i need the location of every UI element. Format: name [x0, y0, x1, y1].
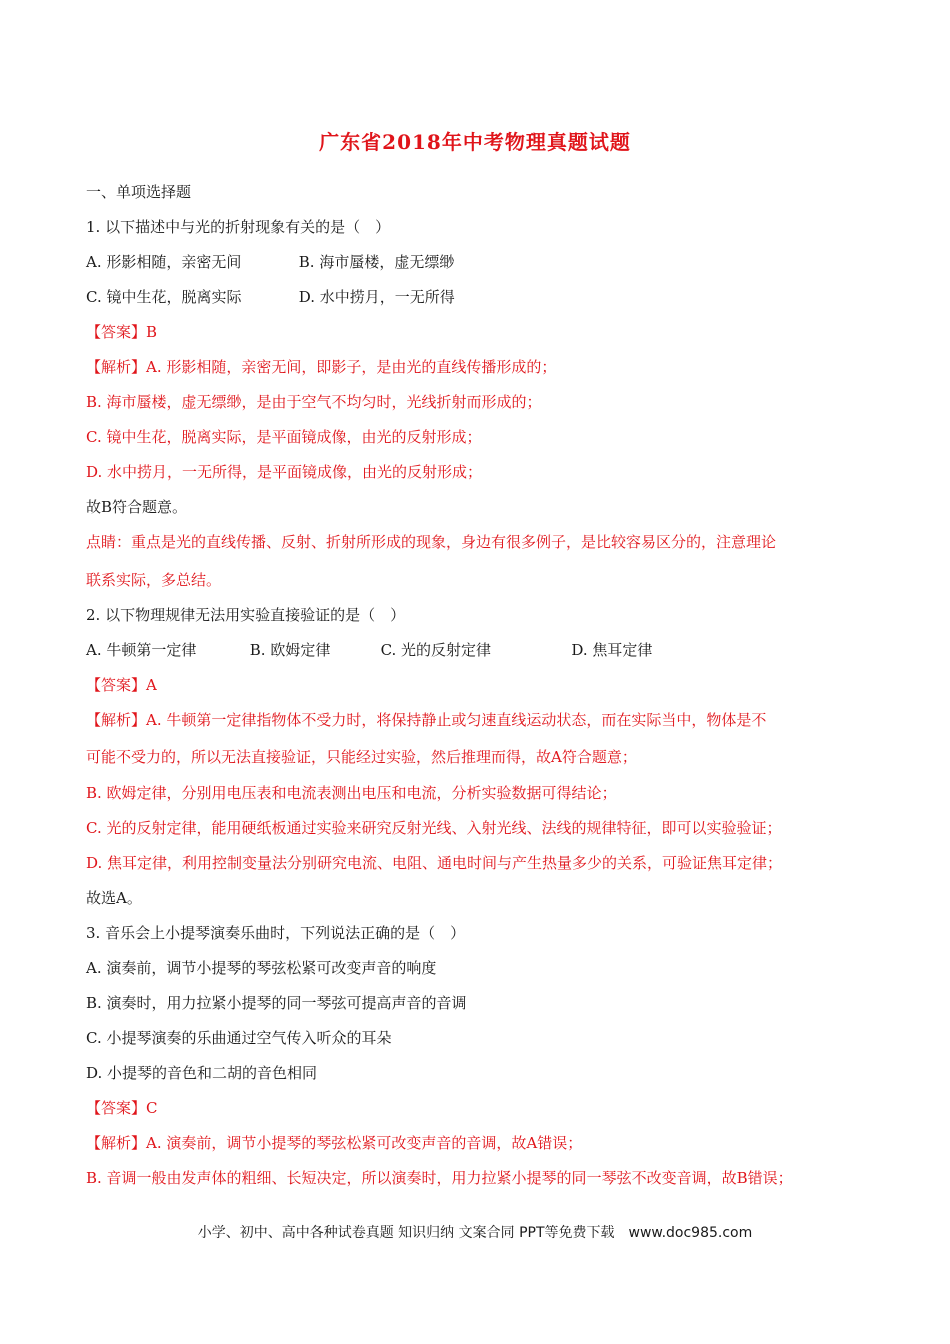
q3-option-b: B. 演奏时，用力拉紧小提琴的同一琴弦可提高声音的音调: [86, 994, 467, 1012]
q2-option-c: C. 光的反射定律: [380, 641, 492, 659]
q1-stem: 1. 以下描述中与光的折射现象有关的是（ ）: [86, 218, 391, 236]
page-footer: 小学、初中、高中各种试卷真题 知识归纳 文案合同 PPT等免费下载 www.doc985.com: [197, 1225, 753, 1241]
q1-explanation-b: B. 海市蜃楼，虚无缥缈，是由于空气不均匀时，光线折射而形成的；: [86, 393, 542, 411]
q3-answer: 【答案】C: [86, 1099, 158, 1117]
q2-stem: 2. 以下物理规律无法用实验直接验证的是（ ）: [86, 606, 406, 624]
q1-tip-line1: 点睛：重点是光的直线传播、反射、折射所形成的现象，身边有很多例子，是比较容易区分的，注意理论: [86, 533, 777, 551]
q1-conclusion: 故B符合题意。: [86, 498, 188, 516]
q2-option-b: B. 欧姆定律: [249, 641, 331, 659]
q1-answer: 【答案】B: [86, 323, 158, 341]
q2-explanation-c: C. 光的反射定律，能用硬纸板通过实验来研究反射光线、入射光线、法线的规律特征，即可以实验验证；: [86, 819, 782, 837]
q3-option-d: D. 小提琴的音色和二胡的音色相同: [86, 1064, 318, 1082]
q1-explanation-c: C. 镜中生花，脱离实际，是平面镜成像，由光的反射形成；: [86, 428, 482, 446]
q2-option-a: A. 牛顿第一定律: [86, 641, 197, 659]
q2-options-row: [86, 639, 652, 660]
q2-conclusion: 故选A。: [86, 889, 142, 907]
q1-explanation-a: 【解析】A. 形影相随，亲密无间，即影子，是由光的直线传播形成的；: [86, 358, 557, 376]
q1-option-b: B. 海市蜃楼，虚无缥缈: [298, 253, 455, 271]
q2-explanation-a-line2: 可能不受力的，所以无法直接验证，只能经过实验，然后推理而得，故A符合题意；: [86, 748, 637, 766]
q1-option-c: C. 镜中生花，脱离实际: [86, 288, 242, 306]
q1-options-row1: [86, 251, 454, 272]
q2-explanation-a-line1: 【解析】A. 牛顿第一定律指物体不受力时，将保持静止或匀速直线运动状态，而在实际当中，物体是不: [86, 711, 767, 729]
q3-explanation-a: 【解析】A. 演奏前，调节小提琴的琴弦松紧可改变声音的音调，故A错误；: [86, 1134, 583, 1152]
q1-explanation-d: D. 水中捞月，一无所得，是平面镜成像，由光的反射形成；: [86, 463, 483, 481]
q1-option-d: D. 水中捞月，一无所得: [298, 288, 455, 306]
q2-explanation-b: B. 欧姆定律，分别用电压表和电流表测出电压和电流，分析实验数据可得结论；: [86, 784, 617, 802]
q2-answer: 【答案】A: [86, 676, 157, 694]
q1-options-row2: [86, 286, 455, 307]
q2-explanation-d: D. 焦耳定律，利用控制变量法分别研究电流、电阻、通电时间与产生热量多少的关系，可验证焦耳定律；: [86, 854, 783, 872]
q3-stem: 3. 音乐会上小提琴演奏乐曲时，下列说法正确的是（ ）: [86, 924, 466, 942]
q3-option-a: A. 演奏前，调节小提琴的琴弦松紧可改变声音的响度: [86, 959, 437, 977]
q2-option-d: D. 焦耳定律: [571, 641, 653, 659]
q1-option-a: A. 形影相随，亲密无间: [86, 253, 242, 271]
q3-option-c: C. 小提琴演奏的乐曲通过空气传入听众的耳朵: [86, 1029, 392, 1047]
page-title: 广东省2018年中考物理真题试题: [319, 130, 631, 154]
q1-tip-line2: 联系实际，多总结。: [86, 571, 222, 589]
q3-explanation-b: B. 音调一般由发声体的粗细、长短决定，所以演奏时，用力拉紧小提琴的同一琴弦不改变音调，故B错误；: [86, 1169, 793, 1187]
section-heading: 一、单项选择题: [86, 183, 192, 201]
